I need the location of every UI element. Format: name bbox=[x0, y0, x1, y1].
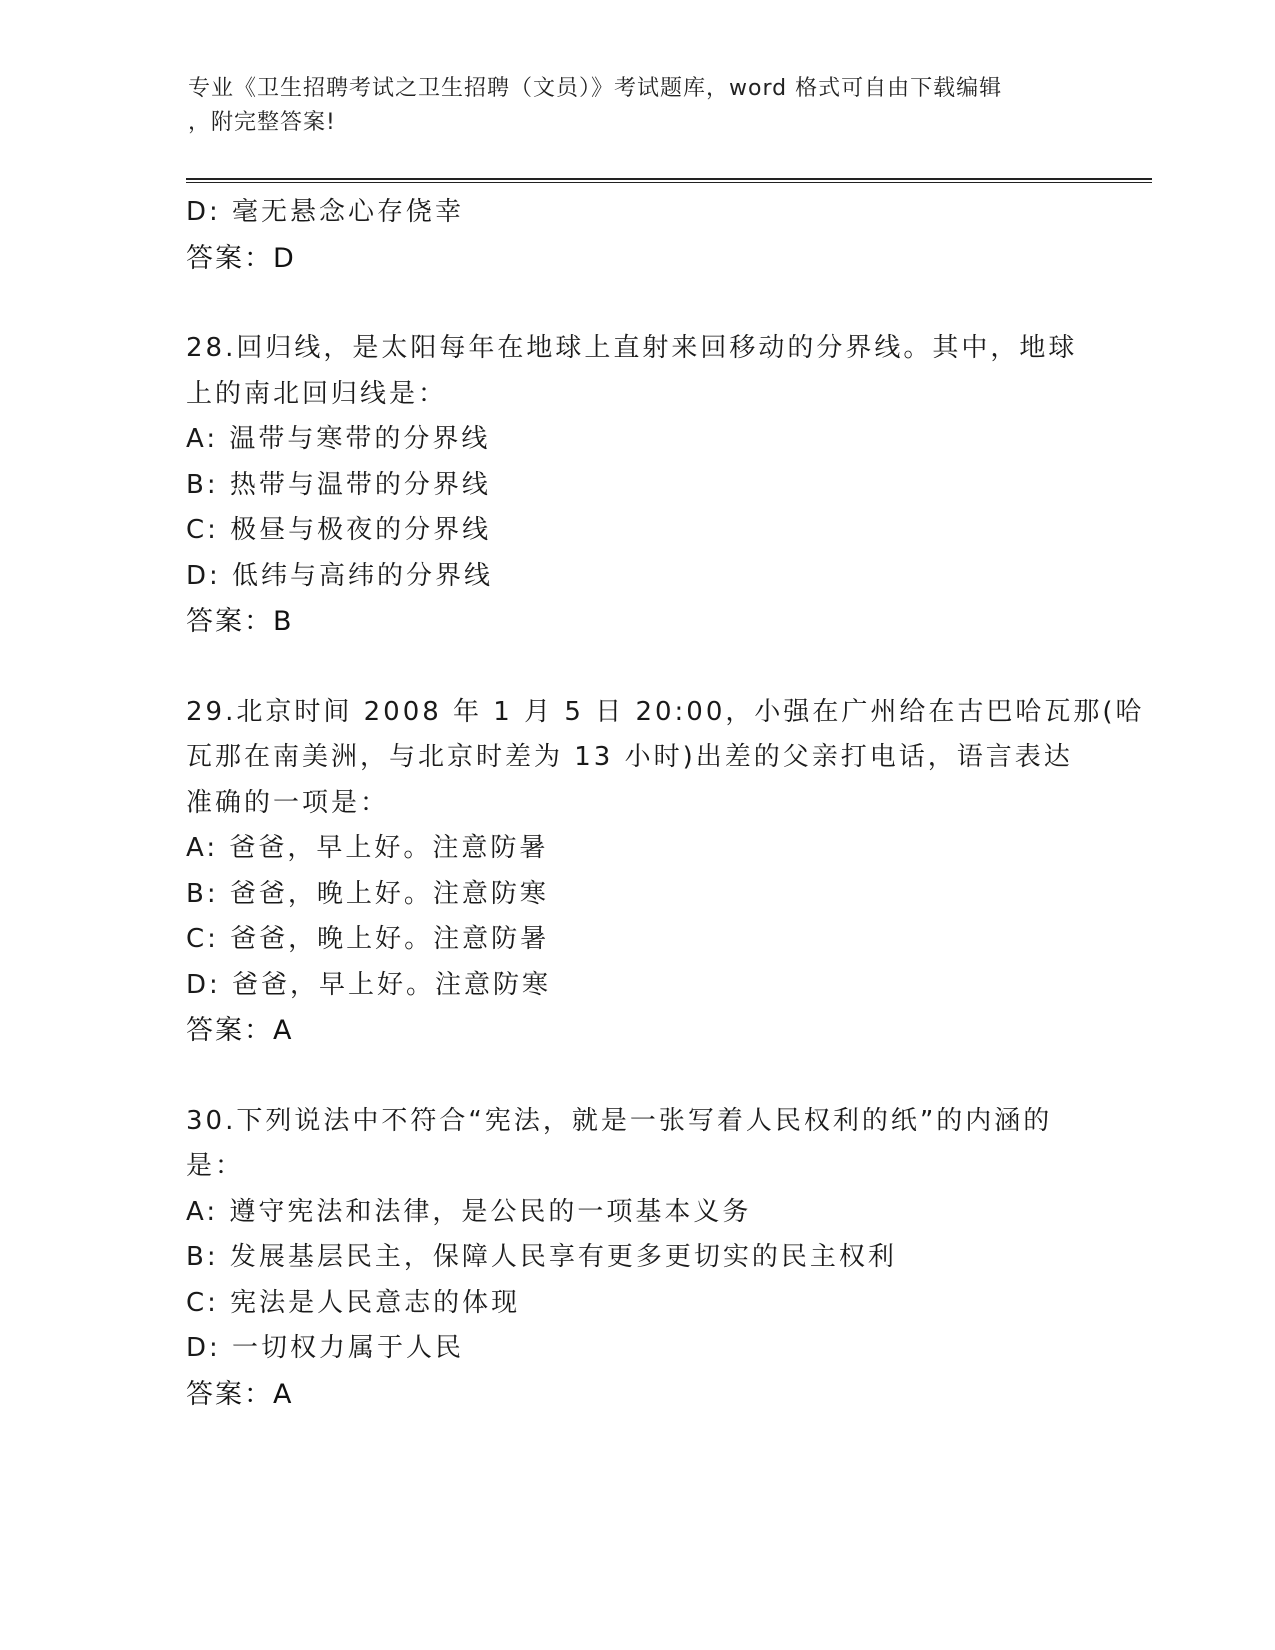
question-stem-line: 瓦那在南美洲，与北京时差为 13 小时)出差的父亲打电话，语言表达 bbox=[186, 742, 1073, 772]
header-line-2: ，附完整答案! bbox=[188, 110, 336, 135]
option-c: C: 极昼与极夜的分界线 bbox=[186, 515, 492, 545]
question-stem-line: 上的南北回归线是： bbox=[186, 378, 448, 409]
answer: 答案：B bbox=[186, 606, 294, 637]
question-stem-line: 准确的一项是： bbox=[186, 787, 390, 818]
question-stem-line: 28.回归线，是太阳每年在地球上直射来回移动的分界线。其中，地球 bbox=[186, 333, 1078, 363]
question-28 bbox=[186, 326, 1086, 645]
spacer bbox=[186, 281, 1086, 326]
header-divider bbox=[186, 178, 1152, 183]
option-c: C: 爸爸，晚上好。注意防暑 bbox=[186, 924, 550, 954]
spacer bbox=[186, 645, 1086, 690]
question-30 bbox=[186, 1099, 1086, 1418]
option-a: A: 温带与寒带的分界线 bbox=[186, 424, 491, 454]
option-d: D: 低纬与高纬的分界线 bbox=[186, 560, 494, 591]
option-b: B: 爸爸，晚上好。注意防寒 bbox=[186, 878, 549, 909]
prev-answer: 答案：D bbox=[186, 242, 296, 274]
header-line-1: 专业《卫生招聘考试之卫生招聘（文员）》考试题库，word 格式可自由下载编辑 bbox=[188, 76, 1003, 101]
question-content bbox=[186, 190, 1145, 1417]
answer: 答案：A bbox=[186, 1378, 294, 1410]
prev-option-d: D: 毫无悬念心存侥幸 bbox=[186, 197, 465, 227]
option-b: B: 发展基层民主，保障人民享有更多更切实的民主权利 bbox=[186, 1242, 897, 1272]
answer: 答案：A bbox=[186, 1015, 294, 1046]
option-a: A: 遵守宪法和法律，是公民的一项基本义务 bbox=[186, 1196, 752, 1227]
option-a: A: 爸爸，早上好。注意防暑 bbox=[186, 833, 549, 863]
question-stem-line: 29.北京时间 2008 年 1 月 5 日 20:00，小强在广州给在古巴哈瓦那(哈 bbox=[186, 696, 1145, 727]
option-c: C: 宪法是人民意志的体现 bbox=[186, 1287, 521, 1318]
option-d: D: 一切权力属于人民 bbox=[186, 1333, 465, 1363]
question-29 bbox=[186, 690, 1145, 1054]
option-b: B: 热带与温带的分界线 bbox=[186, 469, 491, 500]
question-stem-line: 是： bbox=[186, 1151, 245, 1181]
question-stem-line: 30.下列说法中不符合“宪法，就是一张写着人民权利的纸”的内涵的 bbox=[186, 1105, 1053, 1136]
page-header bbox=[188, 72, 1088, 140]
spacer bbox=[186, 1054, 1086, 1099]
option-d: D: 爸爸，早上好。注意防寒 bbox=[186, 969, 552, 1000]
